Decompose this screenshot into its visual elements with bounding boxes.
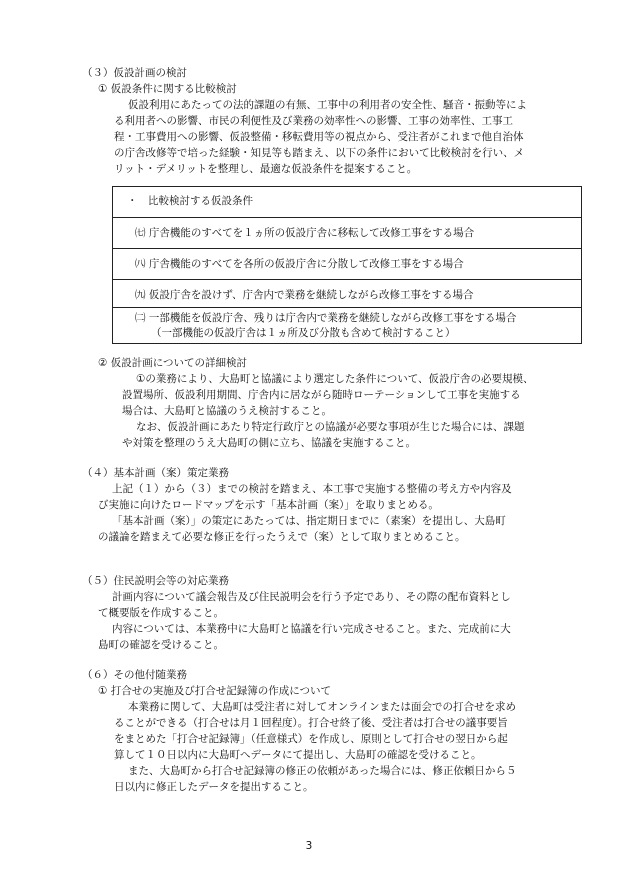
table-row xyxy=(113,217,581,248)
section-3-2-heading: ② 仮設計画についての詳細検討 xyxy=(98,357,248,369)
paragraph-line: 内容については、本業務中に大島町と協議を行い完成させること。また、完成前に大 xyxy=(112,623,511,635)
table-row xyxy=(113,307,581,344)
paragraph-line: の庁舎改修等で培った経験・知見等も踏まえ、以下の条件において比較検討を行い、メ xyxy=(114,147,525,159)
paragraph-line: 「基本計画（案）」の策定にあたっては、指定期日までに（素案）を提出し、大島町 xyxy=(112,515,506,527)
section-6-heading: （６）その他付随業務 xyxy=(82,669,187,681)
paragraph-line: リット・デメリットを整理し、最適な仮設条件を提案すること。 xyxy=(114,163,418,175)
paragraph-line: 算して１０日以内に大島町へデータにて提出し、大島町の確認を受けること。 xyxy=(114,749,482,761)
section-4-heading: （４）基本計画（案）策定業務 xyxy=(82,467,229,479)
table-row-text: ㈦ 庁舎機能のすべてを１ヵ所の仮設庁舎に移転して改修工事をする場合 xyxy=(135,227,475,239)
paragraph-line: 本業務に関して、大島町は受注者に対してオンラインまたは面会での打合せを求め xyxy=(128,701,516,713)
paragraph-line: ①の業務により、大島町と協議により選定した条件について、仮設庁舎の必要規模、 xyxy=(136,373,534,385)
table-row-text: ㈧ 庁舎機能のすべてを各所の仮設庁舎に分散して改修工事をする場合 xyxy=(135,258,464,270)
paragraph-line: の議論を踏まえて必要な修正を行ったうえで（案）として取りまとめること。 xyxy=(98,531,466,543)
paragraph-line: 設置場所、仮設利用期間、庁舎内に居ながら随時ローテーションして工事を実施する xyxy=(122,389,521,401)
paragraph-line: をまとめた「打合せ記録簿」（任意様式）を作成し、原則として打合せの翌日から起 xyxy=(114,733,508,745)
paragraph-line: 仮設利用にあたっての法的課題の有無、工事中の利用者の安全性、騒音・振動等によ xyxy=(128,99,527,111)
paragraph-line: 計画内容について議会報告及び住民説明会を行う予定であり、その際の配布資料とし xyxy=(112,591,511,603)
paragraph-line: び実施に向けたロードマップを示す「基本計画（案）」を取りまとめる。 xyxy=(98,499,439,511)
paragraph-line: て概要版を作成すること。 xyxy=(98,607,224,619)
paragraph-line: 場合は、大島町と協議のうえ検討すること。 xyxy=(122,405,332,417)
table-row-text: ㈡ 一部機能を仮設庁舎、残りは庁舎内で業務を継続しながら改修工事をする場合 xyxy=(135,312,517,324)
table-row xyxy=(113,279,581,310)
paragraph-line: ることができる（打合せは月１回程度）。打合せ終了後、受注者は打合せの議事要旨 xyxy=(114,717,508,729)
paragraph-line: 程・工事費用への影響、仮設整備・移転費用等の視点から、受注者がこれまで他自治体 xyxy=(114,131,524,143)
table-row-text: ㈨ 仮設庁舎を設けず、庁舎内で業務を継続しながら改修工事をする場合 xyxy=(135,289,474,301)
paragraph-line: 上記（１）から（３）までの検討を踏まえ、本工事で実施する整備の考え方や内容及 xyxy=(112,483,512,495)
paragraph-line: る利用者への影響、市民の利便性及び業務の効率性への影響、工事の効率性、工事工 xyxy=(114,115,513,127)
table-row-note: （一部機能の仮設庁舎は１ヵ所及び分散も含めて検討すること） xyxy=(151,327,456,339)
section-3-1-heading: ① 仮設条件に関する比較検討 xyxy=(98,83,237,95)
paragraph-line: 日以内に修正したデータを提出すること。 xyxy=(114,781,314,793)
page-number: 3 xyxy=(305,840,313,852)
paragraph-line: また、大島町から打合せ記録簿の修正の依頼があった場合には、修正依頼日から５ xyxy=(128,765,517,777)
comparison-conditions-table xyxy=(112,186,582,344)
section-5-heading: （５）住民説明会等の対応業務 xyxy=(82,575,229,587)
paragraph-line: 島町の確認を受けること。 xyxy=(98,639,224,651)
table-header: ・ 比較検討する仮設条件 xyxy=(127,195,253,207)
section-3-heading: （３）仮設計画の検討 xyxy=(82,67,187,79)
section-6-1-heading: ① 打合せの実施及び打合せ記録簿の作成について xyxy=(98,685,332,697)
paragraph-line: や対策を整理のうえ大島町の側に立ち、協議を実施すること。 xyxy=(122,437,416,449)
paragraph-line: なお、仮設計画にあたり特定行政庁との協議が必要な事項が生じた場合には、課題 xyxy=(136,421,525,433)
table-row xyxy=(113,248,581,279)
